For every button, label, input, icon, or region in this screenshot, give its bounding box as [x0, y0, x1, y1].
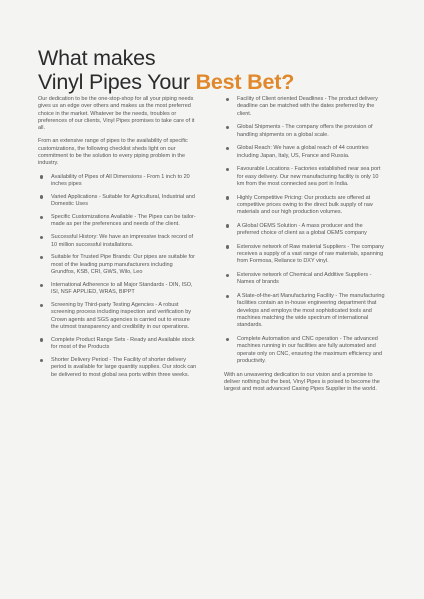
bullet-icon [40, 236, 43, 239]
list-item-text: Complete Product Range Sets - Ready and Available stock for most of the Products [51, 336, 195, 351]
list-item [38, 174, 198, 189]
list-item-text: Favourable Locations - Factories established near sea port for easy delivery. Our new manufacturing facility is only 10 km from the most connected sea port in India. [237, 166, 381, 187]
list-item [224, 244, 386, 266]
intro-paragraph: Our dedication to be the one-stop-shop for all your piping needs gives us an edge over others and makes us the most preferred choice in the market. Whatever be the needs, troubles or preferences of our clients, Vinyl Pipes promises to take care of it all. [38, 96, 195, 132]
left-feature-list [38, 174, 198, 379]
list-item-text: Specific Customizations Available - The Pipes can be tailor-made as per the preferences and needs of the client. [51, 214, 196, 228]
title-line-2 [38, 70, 398, 94]
list-item [224, 272, 386, 287]
bullet-icon [226, 98, 229, 101]
title-line-1: What makes [38, 46, 156, 71]
bullet-icon [226, 168, 229, 171]
bullet-icon [40, 175, 43, 178]
list-item [224, 336, 386, 365]
list-item-text: Extensive network of Raw material Suppliers - The company receives a supply of a vast range of raw materials, spanning from Formosa, Reliance to DXY vinyl. [237, 243, 384, 265]
list-item-text: Suitable for Trusted Pipe Brands: Our pipes are suitable for most of the leading pump manufacturers including Grundfos, KSB, CRI, GWS, Wilo, Leo [51, 254, 195, 276]
list-item-text: A Global OEMS Solution - A mass producer and the preferred choice of client as a global OEMS company [237, 222, 367, 237]
list-item [38, 234, 198, 249]
list-item [38, 214, 198, 229]
list-item-text: Successful History: We have an impressive track record of 10 million successful installations. [51, 234, 194, 248]
right-feature-list [224, 96, 386, 365]
bullet-icon [40, 256, 43, 259]
list-item [224, 166, 386, 188]
list-item-text: Global Reach: We have a global reach of 44 countries including Japan, Italy, US, France and Russia. [237, 145, 369, 159]
bullet-icon [40, 195, 43, 198]
list-item-text: Shorter Delivery Period - The Facility of shorter delivery period is available for large quantity supplies. Our stock can be delivered to most global sea ports within three weeks. [51, 357, 197, 378]
list-item-text: Global Shipments - The company offers the provision of handling shipments on a global scale. [237, 124, 373, 138]
list-item [224, 96, 386, 118]
title-prefix: Vinyl Pipes Your [38, 70, 196, 95]
list-item [224, 293, 386, 329]
list-item-text: A State-of-the-art Manufacturing Facility - The manufacturing facilities contain an in-house engineering department that develops and employs the most sophisticated tools and machines matching the wide spectrum of international standards. [237, 293, 385, 329]
bullet-icon [226, 147, 229, 150]
bullet-icon [226, 295, 229, 298]
bullet-icon [40, 359, 43, 362]
bullet-icon [226, 338, 229, 341]
bullet-icon [40, 216, 43, 219]
list-item-text: Availability of Pipes of All Dimensions - From 1 inch to 20 inches pipes [51, 173, 190, 187]
list-item [224, 145, 386, 160]
bullet-icon [40, 304, 43, 307]
list-item [38, 282, 198, 297]
title-accent: Best Bet? [195, 70, 295, 95]
bullet-icon [40, 284, 43, 287]
bullet-icon [226, 196, 229, 199]
list-item [38, 194, 198, 209]
bullet-icon [226, 245, 229, 248]
bullet-icon [226, 126, 229, 129]
left-column [38, 96, 198, 385]
list-item [38, 302, 198, 331]
page-title [38, 46, 398, 94]
list-item [224, 124, 386, 139]
bullet-icon [226, 274, 229, 277]
right-column [224, 96, 386, 399]
list-item [38, 254, 198, 276]
list-item-text: Screening by Third-party Testing Agencies - A robust screening process including inspection and verification by Crown agents and SGS agencies is carried out to ensure the utmost transparency and credibility in our operations. [51, 302, 192, 330]
list-item [38, 357, 198, 379]
list-item [224, 195, 386, 217]
lead-paragraph: From an extensive range of pipes to the availability of specific customizations, the following checklist sheds light on our commitment to be the solution to every piping problem in the industry. [38, 138, 188, 167]
bullet-icon [226, 224, 229, 227]
list-item-text: Varied Applications - Suitable for Agricultural, Industrial and Domestic Uses [51, 193, 195, 208]
closing-paragraph: With an unwavering dedication to our vision and a promise to deliver nothing but the best, Vinyl Pipes is poised to become the largest and most advanced Casing Pipes Supplier in the world. [224, 371, 380, 393]
list-item-text: Extensive network of Chemical and Additive Suppliers - Names of brands [237, 272, 372, 286]
list-item [38, 337, 198, 352]
list-item-text: Highly Competitive Pricing: Our products are offered at competitive prices owing to the direct bulk supply of raw materials and our high production volumes. [237, 194, 373, 216]
list-item-text: Facility of Client oriented Deadlines - The product delivery deadline can be matched with the dates preferred by the client. [237, 96, 378, 117]
list-item-text: Complete Automation and CNC operation - The advanced machines running in our facilities are fully automated and operate only on CNC, ensuring the maximum efficiency and productivity. [237, 335, 383, 364]
list-item [224, 223, 386, 238]
bullet-icon [40, 338, 43, 341]
list-item-text: International Adherence to all Major Standards - DIN, ISO, ISI, NSF APPLIED, WRAS, BIPPT [51, 281, 193, 296]
